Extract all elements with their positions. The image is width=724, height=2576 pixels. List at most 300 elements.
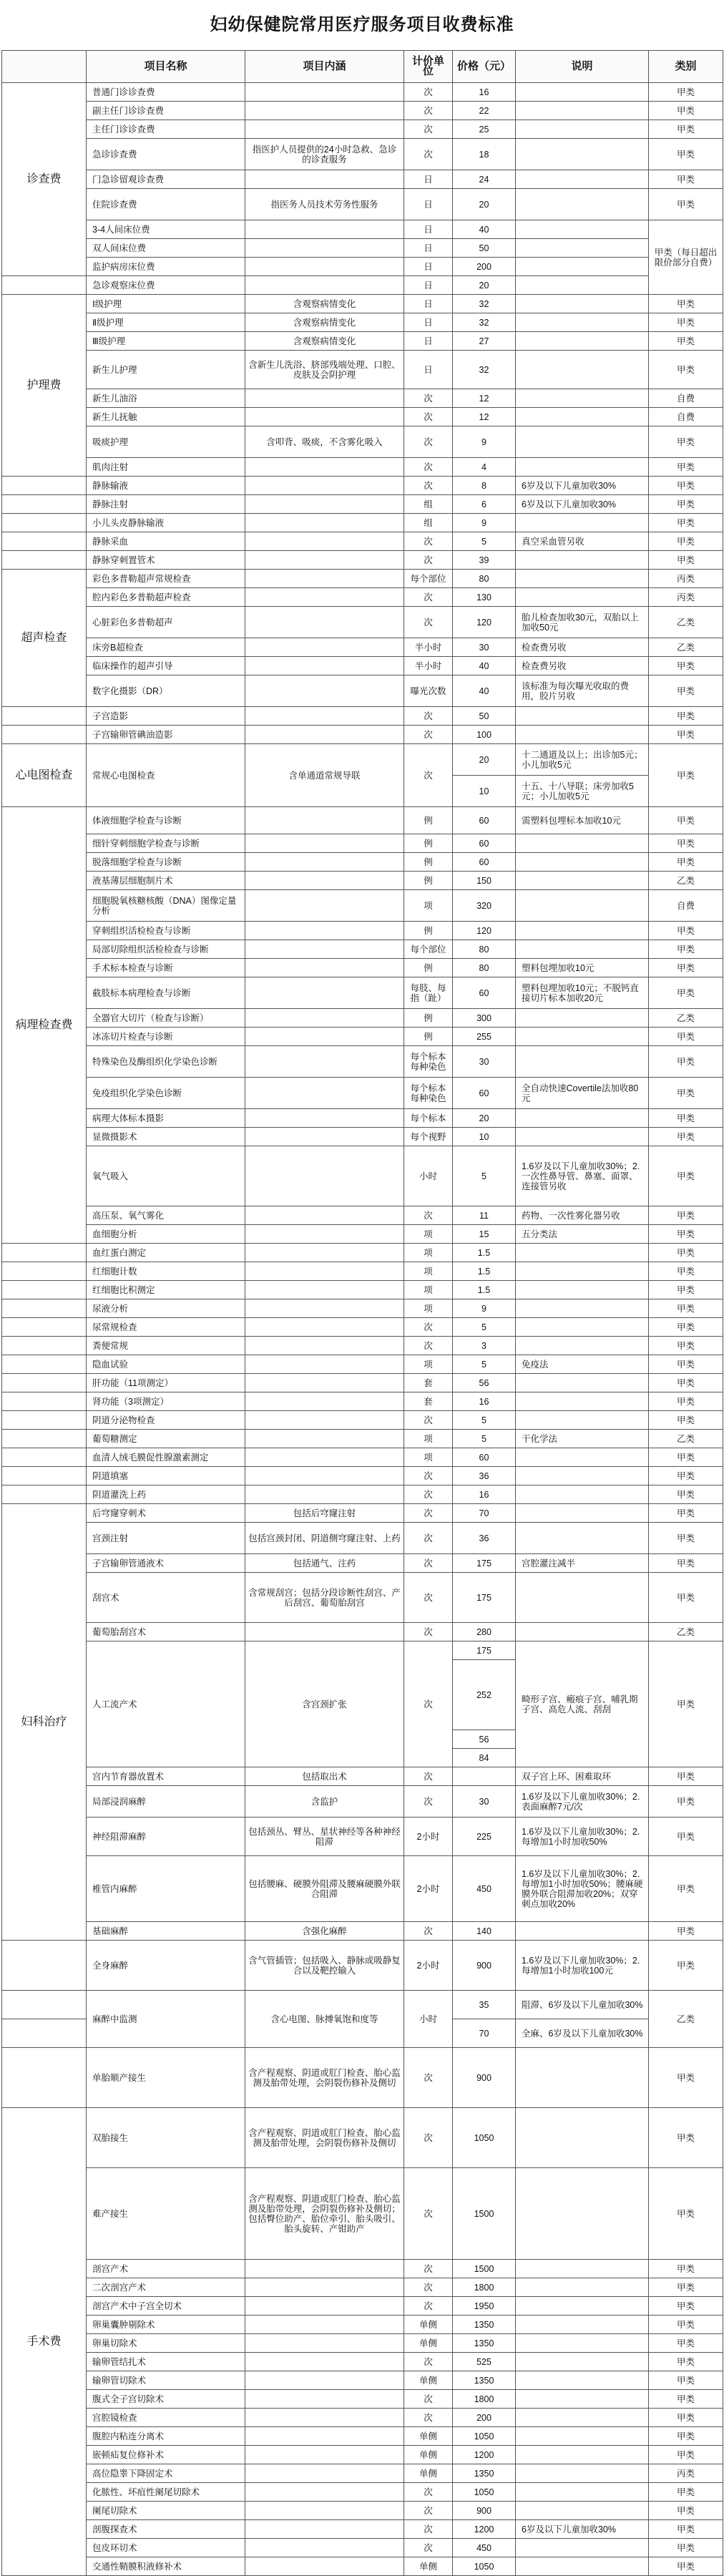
unit-cell: 项 <box>404 1299 453 1318</box>
table-row <box>2 389 723 408</box>
category-cell <box>2 1411 87 1430</box>
type-cell: 甲类 <box>649 2371 723 2390</box>
type-cell: 丙类 <box>649 570 723 588</box>
table-row <box>2 514 723 532</box>
price-cell: 175 <box>453 1554 516 1573</box>
note-cell: 免疫法 <box>516 1355 649 1374</box>
unit-cell: 日 <box>404 189 453 220</box>
item-content <box>245 2520 404 2539</box>
category-cell: 护理费 <box>2 295 87 477</box>
note-cell <box>516 1109 649 1128</box>
price-cell: 120 <box>453 922 516 940</box>
type-cell: 甲类 <box>649 922 723 940</box>
item-content: 指医务人员技术劳务性服务 <box>245 189 404 220</box>
note-cell <box>516 102 649 120</box>
table-row <box>2 2483 723 2502</box>
price-cell: 1800 <box>453 2278 516 2297</box>
price-cell: 60 <box>453 1078 516 1109</box>
note-cell <box>516 514 649 532</box>
note-cell: 1.6岁及以下儿童加收30%；2.表面麻醉7元/次 <box>516 1786 649 1818</box>
note-cell <box>516 295 649 313</box>
price-cell: 16 <box>453 1485 516 1504</box>
item-name: 基础麻醉 <box>87 1922 245 1941</box>
note-cell: 塑料包埋加收10元 <box>516 959 649 977</box>
item-name: 阴道填塞 <box>87 1467 245 1485</box>
type-cell: 甲类 <box>649 1573 723 1623</box>
note-cell <box>516 2048 649 2108</box>
item-name: 腹腔内粘连分离术 <box>87 2427 245 2446</box>
type-cell: 甲类 <box>649 807 723 834</box>
note-cell: 塑料包埋加收10元；不脱钙直接切片标本加收20元 <box>516 977 649 1009</box>
item-content <box>245 588 404 607</box>
unit-cell: 每个标本每种染色 <box>404 1078 453 1109</box>
table-row <box>2 872 723 890</box>
price-cell: 300 <box>453 1009 516 1028</box>
type-cell: 甲类 <box>649 1374 723 1392</box>
unit-cell: 项 <box>404 1448 453 1467</box>
table-row <box>2 1299 723 1318</box>
note-cell <box>516 1244 649 1262</box>
price-cell: 150 <box>453 872 516 890</box>
item-name: 输卵管切除术 <box>87 2371 245 2390</box>
category-cell <box>2 532 87 551</box>
note-cell: 干化学法 <box>516 1430 649 1448</box>
note-cell: 1.6岁及以下儿童加收30%；2.每增加1小时加收100元 <box>516 1941 649 1991</box>
item-content <box>245 726 404 744</box>
type-cell: 甲类 <box>649 1355 723 1374</box>
price-cell: 25 <box>453 120 516 139</box>
note-cell <box>516 2371 649 2390</box>
unit-cell: 例 <box>404 853 453 872</box>
note-cell <box>516 2278 649 2297</box>
price-cell: 5 <box>453 1318 516 1337</box>
type-cell: 甲类 <box>649 1554 723 1573</box>
item-name: 交通性鞘膜积液修补术 <box>87 2557 245 2576</box>
table-row <box>2 2316 723 2334</box>
unit-cell: 每肢、每指（趾） <box>404 977 453 1009</box>
item-name: 监护病房床位费 <box>87 258 245 276</box>
item-name: 床旁B超检查 <box>87 638 245 657</box>
item-name: 病理大体标本摄影 <box>87 1109 245 1128</box>
unit-cell: 次 <box>404 726 453 744</box>
price-cell: 80 <box>453 959 516 977</box>
note-cell: 6岁及以下儿童加收30% <box>516 495 649 514</box>
unit-cell: 日 <box>404 332 453 351</box>
item-content <box>245 458 404 477</box>
item-name: 住院诊查费 <box>87 189 245 220</box>
type-cell: 甲类 <box>649 477 723 495</box>
type-cell: 甲类 <box>649 940 723 959</box>
table-row <box>2 120 723 139</box>
item-name: 红细胞计数 <box>87 1262 245 1281</box>
table-row <box>2 2297 723 2316</box>
item-content: 含宫颈扩张 <box>245 1641 404 1767</box>
item-name: 剖腹探查术 <box>87 2520 245 2539</box>
price-cell: 32 <box>453 351 516 389</box>
unit-cell: 单侧 <box>404 2334 453 2353</box>
note-cell <box>516 389 649 408</box>
price-cell: 30 <box>453 1786 516 1818</box>
price-cell: 9 <box>453 514 516 532</box>
type-cell: 甲类 <box>649 1244 723 1262</box>
price-cell <box>453 1767 516 1786</box>
note-cell <box>516 1467 649 1485</box>
item-name: 主任门诊诊查费 <box>87 120 245 139</box>
item-name: Ⅲ级护理 <box>87 332 245 351</box>
price-cell: 56 <box>453 1730 516 1749</box>
price-cell: 1.5 <box>453 1262 516 1281</box>
category-cell: 手术费 <box>2 2108 87 2576</box>
category-cell <box>2 1448 87 1467</box>
unit-cell: 例 <box>404 807 453 834</box>
item-content <box>245 1392 404 1411</box>
table-row <box>2 675 723 707</box>
category-cell <box>2 495 87 514</box>
type-cell: 甲类 <box>649 1504 723 1523</box>
note-cell: 6岁及以下儿童加收30% <box>516 477 649 495</box>
unit-cell: 次 <box>404 102 453 120</box>
price-cell: 1500 <box>453 2168 516 2260</box>
table-row <box>2 2048 723 2108</box>
item-content <box>245 2427 404 2446</box>
type-cell: 甲类 <box>649 977 723 1009</box>
type-cell: 乙类 <box>649 1623 723 1641</box>
item-name: 特殊染色及酶组织化学染色诊断 <box>87 1046 245 1078</box>
item-content: 含观察病情变化 <box>245 313 404 332</box>
category-cell <box>2 1374 87 1392</box>
unit-cell: 2小时 <box>404 1941 453 1991</box>
item-name: 显微摄影术 <box>87 1128 245 1146</box>
note-cell: 该标准为每次曝光收取的费用，胶片另收 <box>516 675 649 707</box>
item-content <box>245 276 404 295</box>
type-cell: 甲类 <box>649 1128 723 1146</box>
unit-cell: 次 <box>404 2108 453 2168</box>
item-content <box>245 807 404 834</box>
unit-cell: 单侧 <box>404 2464 453 2483</box>
item-name: 静脉穿刺置管术 <box>87 551 245 570</box>
type-cell: 甲类 <box>649 853 723 872</box>
note-cell <box>516 2297 649 2316</box>
item-name: 尿液分析 <box>87 1299 245 1318</box>
price-cell: 1500 <box>453 2260 516 2278</box>
item-name: 副主任门诊诊查费 <box>87 102 245 120</box>
unit-cell: 日 <box>404 313 453 332</box>
note-cell <box>516 258 649 276</box>
item-name: 宫腔镜检查 <box>87 2409 245 2427</box>
table-row <box>2 1318 723 1337</box>
unit-cell: 次 <box>404 588 453 607</box>
price-cell: 1350 <box>453 2334 516 2353</box>
category-cell <box>2 707 87 726</box>
category-cell <box>2 2019 87 2048</box>
price-cell: 40 <box>453 657 516 675</box>
table-row <box>2 2108 723 2168</box>
category-cell <box>2 1281 87 1299</box>
item-content <box>245 1225 404 1244</box>
item-content: 包括取出术 <box>245 1767 404 1786</box>
note-cell <box>516 83 649 102</box>
price-cell: 225 <box>453 1818 516 1856</box>
unit-cell: 次 <box>404 2353 453 2371</box>
unit-cell: 次 <box>404 607 453 638</box>
unit-cell: 次 <box>404 1467 453 1485</box>
item-content <box>245 1078 404 1109</box>
item-name: 局部切除组织活检检查与诊断 <box>87 940 245 959</box>
table-row <box>2 351 723 389</box>
table-row <box>2 408 723 426</box>
note-cell: 十五、十八导联；床旁加收5元；小儿加收5元 <box>516 776 649 807</box>
table-row <box>2 276 723 295</box>
table-row <box>2 313 723 332</box>
unit-cell: 2小时 <box>404 1818 453 1856</box>
item-name: 急诊观察床位费 <box>87 276 245 295</box>
type-cell: 甲类 <box>649 2316 723 2334</box>
category-cell <box>2 1355 87 1374</box>
item-name: 卵巢切除术 <box>87 2334 245 2353</box>
price-cell: 255 <box>453 1028 516 1046</box>
item-name: 刮宫术 <box>87 1573 245 1623</box>
item-content: 指医护人员提供的24小时急救、急诊的诊查服务 <box>245 139 404 170</box>
price-cell: 175 <box>453 1641 516 1660</box>
unit-cell: 半小时 <box>404 638 453 657</box>
price-cell: 100 <box>453 726 516 744</box>
table-row <box>2 1554 723 1573</box>
unit-cell: 套 <box>404 1392 453 1411</box>
price-cell: 32 <box>453 313 516 332</box>
note-cell <box>516 2334 649 2353</box>
note-cell <box>516 940 649 959</box>
unit-cell: 次 <box>404 2409 453 2427</box>
type-cell: 甲类 <box>649 1262 723 1281</box>
item-name: 子宫输卵管碘油造影 <box>87 726 245 744</box>
item-content <box>245 1206 404 1225</box>
table-row <box>2 1374 723 1392</box>
type-cell: 甲类 <box>649 834 723 853</box>
note-cell <box>516 1281 649 1299</box>
unit-cell: 每个标本 <box>404 1109 453 1128</box>
note-cell <box>516 1046 649 1078</box>
table-row <box>2 1623 723 1641</box>
type-cell: 甲类 <box>649 2168 723 2260</box>
note-cell <box>516 189 649 220</box>
unit-cell: 次 <box>404 1411 453 1430</box>
type-cell: 甲类 <box>649 675 723 707</box>
price-cell: 27 <box>453 332 516 351</box>
item-name: 嵌顿疝复位修补术 <box>87 2446 245 2464</box>
item-name: 新生儿抚触 <box>87 408 245 426</box>
unit-cell: 次 <box>404 2502 453 2520</box>
price-cell: 900 <box>453 2502 516 2520</box>
unit-cell: 项 <box>404 890 453 922</box>
table-row <box>2 295 723 313</box>
item-content <box>245 1028 404 1046</box>
note-cell <box>516 2409 649 2427</box>
item-content: 包括后穹窿注射 <box>245 1504 404 1523</box>
item-name: 高位隐睾下降固定术 <box>87 2464 245 2483</box>
price-cell: 1350 <box>453 2464 516 2483</box>
note-cell <box>516 1523 649 1554</box>
table-row <box>2 657 723 675</box>
note-cell <box>516 2539 649 2557</box>
type-cell: 甲类（每日超出限价部分自费） <box>649 220 723 295</box>
item-content: 含强化麻醉 <box>245 1922 404 1941</box>
table-row <box>2 258 723 276</box>
price-cell: 10 <box>453 776 516 807</box>
note-cell <box>516 2353 649 2371</box>
table-row <box>2 2278 723 2297</box>
table-row <box>2 220 723 239</box>
category-cell <box>2 1299 87 1318</box>
item-name: 彩色多普勒超声常规检查 <box>87 570 245 588</box>
item-content <box>245 1374 404 1392</box>
type-cell: 甲类 <box>649 313 723 332</box>
note-cell <box>516 1922 649 1941</box>
category-cell <box>2 477 87 495</box>
item-content <box>245 2557 404 2576</box>
item-name: 输卵管结扎术 <box>87 2353 245 2371</box>
unit-cell: 小时 <box>404 1146 453 1206</box>
table-row <box>2 807 723 834</box>
item-content: 含常规刮宫；包括分段诊断性刮宫、产后刮宫、葡萄胎刮宫 <box>245 1573 404 1623</box>
unit-cell: 次 <box>404 1337 453 1355</box>
type-cell: 甲类 <box>649 1856 723 1922</box>
note-cell <box>516 1262 649 1281</box>
item-content: 包括通气、注药 <box>245 1554 404 1573</box>
type-cell: 甲类 <box>649 1109 723 1128</box>
category-cell <box>2 514 87 532</box>
unit-cell: 项 <box>404 1355 453 1374</box>
note-cell: 6岁及以下儿童加收30% <box>516 2520 649 2539</box>
unit-cell: 次 <box>404 408 453 426</box>
item-content <box>245 2353 404 2371</box>
price-cell: 1050 <box>453 2427 516 2446</box>
price-cell: 1.5 <box>453 1244 516 1262</box>
note-cell: 双子宫上环、困难取环 <box>516 1767 649 1786</box>
item-content <box>245 120 404 139</box>
item-content <box>245 1146 404 1206</box>
type-cell: 甲类 <box>649 1641 723 1767</box>
category-cell <box>2 276 87 295</box>
unit-cell: 次 <box>404 1623 453 1641</box>
item-name: 脱落细胞学检查与诊断 <box>87 853 245 872</box>
table-row <box>2 477 723 495</box>
type-cell: 自费 <box>649 890 723 922</box>
unit-cell: 次 <box>404 2048 453 2108</box>
fee-table <box>1 50 723 2576</box>
unit-cell: 次 <box>404 2168 453 2260</box>
unit-cell: 日 <box>404 239 453 258</box>
price-cell: 9 <box>453 1299 516 1318</box>
price-cell: 200 <box>453 2409 516 2427</box>
note-cell: 药物、一次性雾化器另收 <box>516 1206 649 1225</box>
note-cell <box>516 1448 649 1467</box>
item-content: 含新生儿洗浴、脐部残端处理、口腔、皮肤及会阴护理 <box>245 351 404 389</box>
unit-cell: 次 <box>404 2260 453 2278</box>
table-row <box>2 83 723 102</box>
note-cell <box>516 551 649 570</box>
item-name: 静脉采血 <box>87 532 245 551</box>
table-row <box>2 1128 723 1146</box>
table-row <box>2 1225 723 1244</box>
table-row <box>2 1392 723 1411</box>
item-content <box>245 2260 404 2278</box>
unit-cell: 次 <box>404 2297 453 2316</box>
unit-cell: 次 <box>404 139 453 170</box>
type-cell: 甲类 <box>649 1523 723 1554</box>
category-cell <box>2 1262 87 1281</box>
note-cell <box>516 872 649 890</box>
type-cell: 自费 <box>649 389 723 408</box>
table-row <box>2 744 723 776</box>
table-row <box>2 2502 723 2520</box>
table-row <box>2 2168 723 2260</box>
unit-cell: 次 <box>404 1641 453 1767</box>
header-category <box>2 51 87 83</box>
unit-cell: 次 <box>404 1485 453 1504</box>
category-cell <box>2 551 87 570</box>
item-content <box>245 1281 404 1299</box>
price-cell: 80 <box>453 570 516 588</box>
item-name: 卵巢囊肿剔除术 <box>87 2316 245 2334</box>
item-name: 难产接生 <box>87 2168 245 2260</box>
note-cell <box>516 120 649 139</box>
type-cell: 甲类 <box>649 1818 723 1856</box>
table-row <box>2 1941 723 1991</box>
table-row <box>2 1504 723 1523</box>
table-row <box>2 1767 723 1786</box>
unit-cell: 次 <box>404 426 453 458</box>
note-cell <box>516 426 649 458</box>
unit-cell: 次 <box>404 83 453 102</box>
type-cell: 甲类 <box>649 1767 723 1786</box>
type-cell: 乙类 <box>649 1009 723 1028</box>
item-content <box>245 607 404 638</box>
unit-cell: 次 <box>404 1318 453 1337</box>
item-content: 含产程观察、阴道或肛门检查、胎心监测及胎带处理，会阴裂伤修补及侧切；包括臀位助产、胎位牵引、胎头吸引、胎头旋转、产钳助产 <box>245 2168 404 2260</box>
unit-cell: 次 <box>404 120 453 139</box>
price-cell: 1200 <box>453 2446 516 2464</box>
item-name: 红细胞比积测定 <box>87 1281 245 1299</box>
table-row <box>2 1355 723 1374</box>
table-row <box>2 977 723 1009</box>
item-name: 子宫输卵管通液术 <box>87 1554 245 1573</box>
item-content <box>245 83 404 102</box>
note-cell: 五分类法 <box>516 1225 649 1244</box>
item-name: 双人间床位费 <box>87 239 245 258</box>
note-cell <box>516 276 649 295</box>
item-content: 包括宫颈封闭、阴道侧穹窿注射、上药 <box>245 1523 404 1554</box>
price-cell: 120 <box>453 607 516 638</box>
table-row <box>2 1411 723 1430</box>
table-row <box>2 1523 723 1554</box>
note-cell: 检查费另收 <box>516 657 649 675</box>
item-name: 细针穿刺细胞学检查与诊断 <box>87 834 245 853</box>
item-name: 二次剖宫产术 <box>87 2278 245 2297</box>
table-row <box>2 2353 723 2371</box>
unit-cell: 日 <box>404 351 453 389</box>
note-cell <box>516 2483 649 2502</box>
table-row <box>2 1448 723 1467</box>
note-cell <box>516 726 649 744</box>
unit-cell: 次 <box>404 744 453 807</box>
item-name: 麻醉中监测 <box>87 1991 245 2048</box>
item-content <box>245 570 404 588</box>
category-cell <box>2 1467 87 1485</box>
item-name: 后穹窿穿刺术 <box>87 1504 245 1523</box>
item-name: 阴道分泌物检查 <box>87 1411 245 1430</box>
type-cell: 甲类 <box>649 1281 723 1299</box>
unit-cell: 次 <box>404 477 453 495</box>
